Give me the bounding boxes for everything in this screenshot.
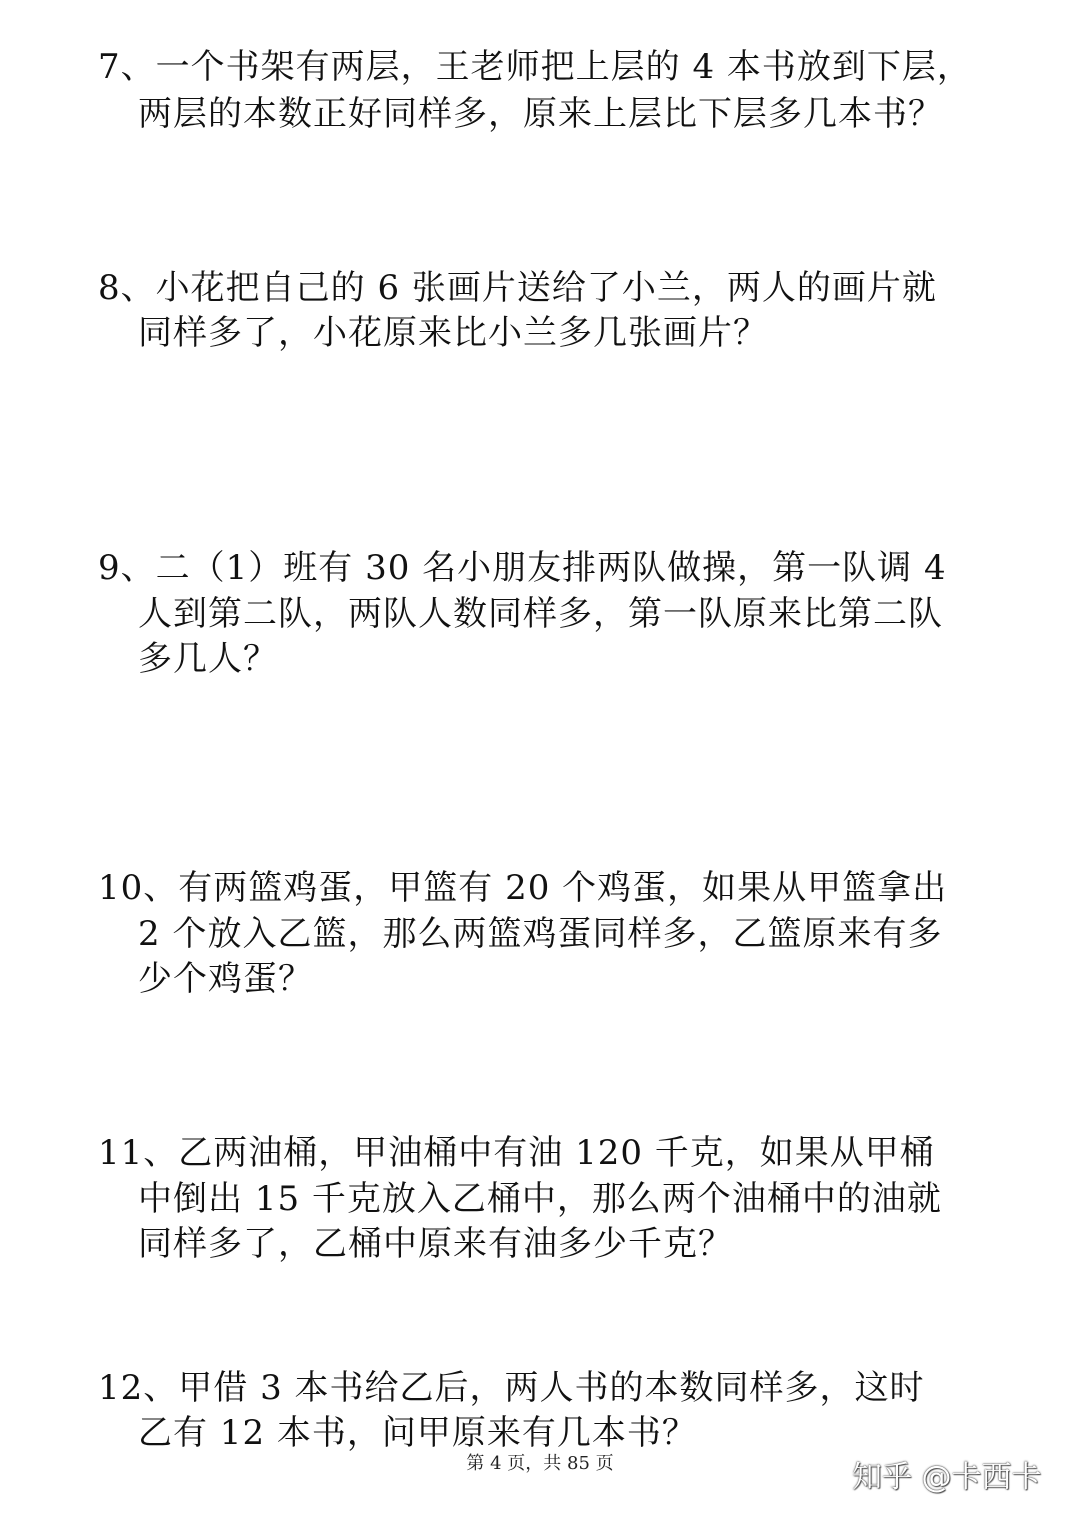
problem-11-line-2: 中倒出 15 千克放入乙桶中，那么两个油桶中的油就 — [138, 1179, 942, 1219]
problem-12-line-1: 12、甲借 3 本书给乙后，两人书的本数同样多，这时 — [98, 1368, 925, 1408]
problem-8-line-1: 8、小花把自己的 6 张画片送给了小兰，两人的画片就 — [98, 268, 937, 308]
problem-7-line-2: 两层的本数正好同样多，原来上层比下层多几本书？ — [138, 94, 943, 134]
problem-9-line-3: 多几人？ — [138, 639, 278, 679]
problem-10-line-2: 2 个放入乙篮，那么两篮鸡蛋同样多，乙篮原来有多 — [138, 914, 943, 954]
problem-10-line-3: 少个鸡蛋？ — [138, 959, 313, 999]
problem-11-line-1: 11、乙两油桶，甲油桶中有油 120 千克，如果从甲桶 — [98, 1133, 935, 1173]
problem-10-line-1: 10、有两篮鸡蛋，甲篮有 20 个鸡蛋，如果从甲篮拿出 — [98, 868, 948, 908]
problem-11-line-3: 同样多了，乙桶中原来有油多少千克？ — [138, 1224, 733, 1264]
problem-7-line-1: 7、一个书架有两层，王老师把上层的 4 本书放到下层， — [98, 47, 972, 87]
problem-12-line-2: 乙有 12 本书，问甲原来有几本书？ — [138, 1413, 697, 1453]
problem-9-line-2: 人到第二队，两队人数同样多，第一队原来比第二队 — [138, 594, 943, 634]
problem-8-line-2: 同样多了，小花原来比小兰多几张画片？ — [138, 313, 768, 353]
page-number-footer: 第 4 页，共 85 页 — [466, 1453, 614, 1474]
zhihu-watermark: 知乎 @卡西卡 — [852, 1460, 1042, 1495]
problem-9-line-1: 9、二（1）班有 30 名小朋友排两队做操，第一队调 4 — [98, 548, 947, 588]
